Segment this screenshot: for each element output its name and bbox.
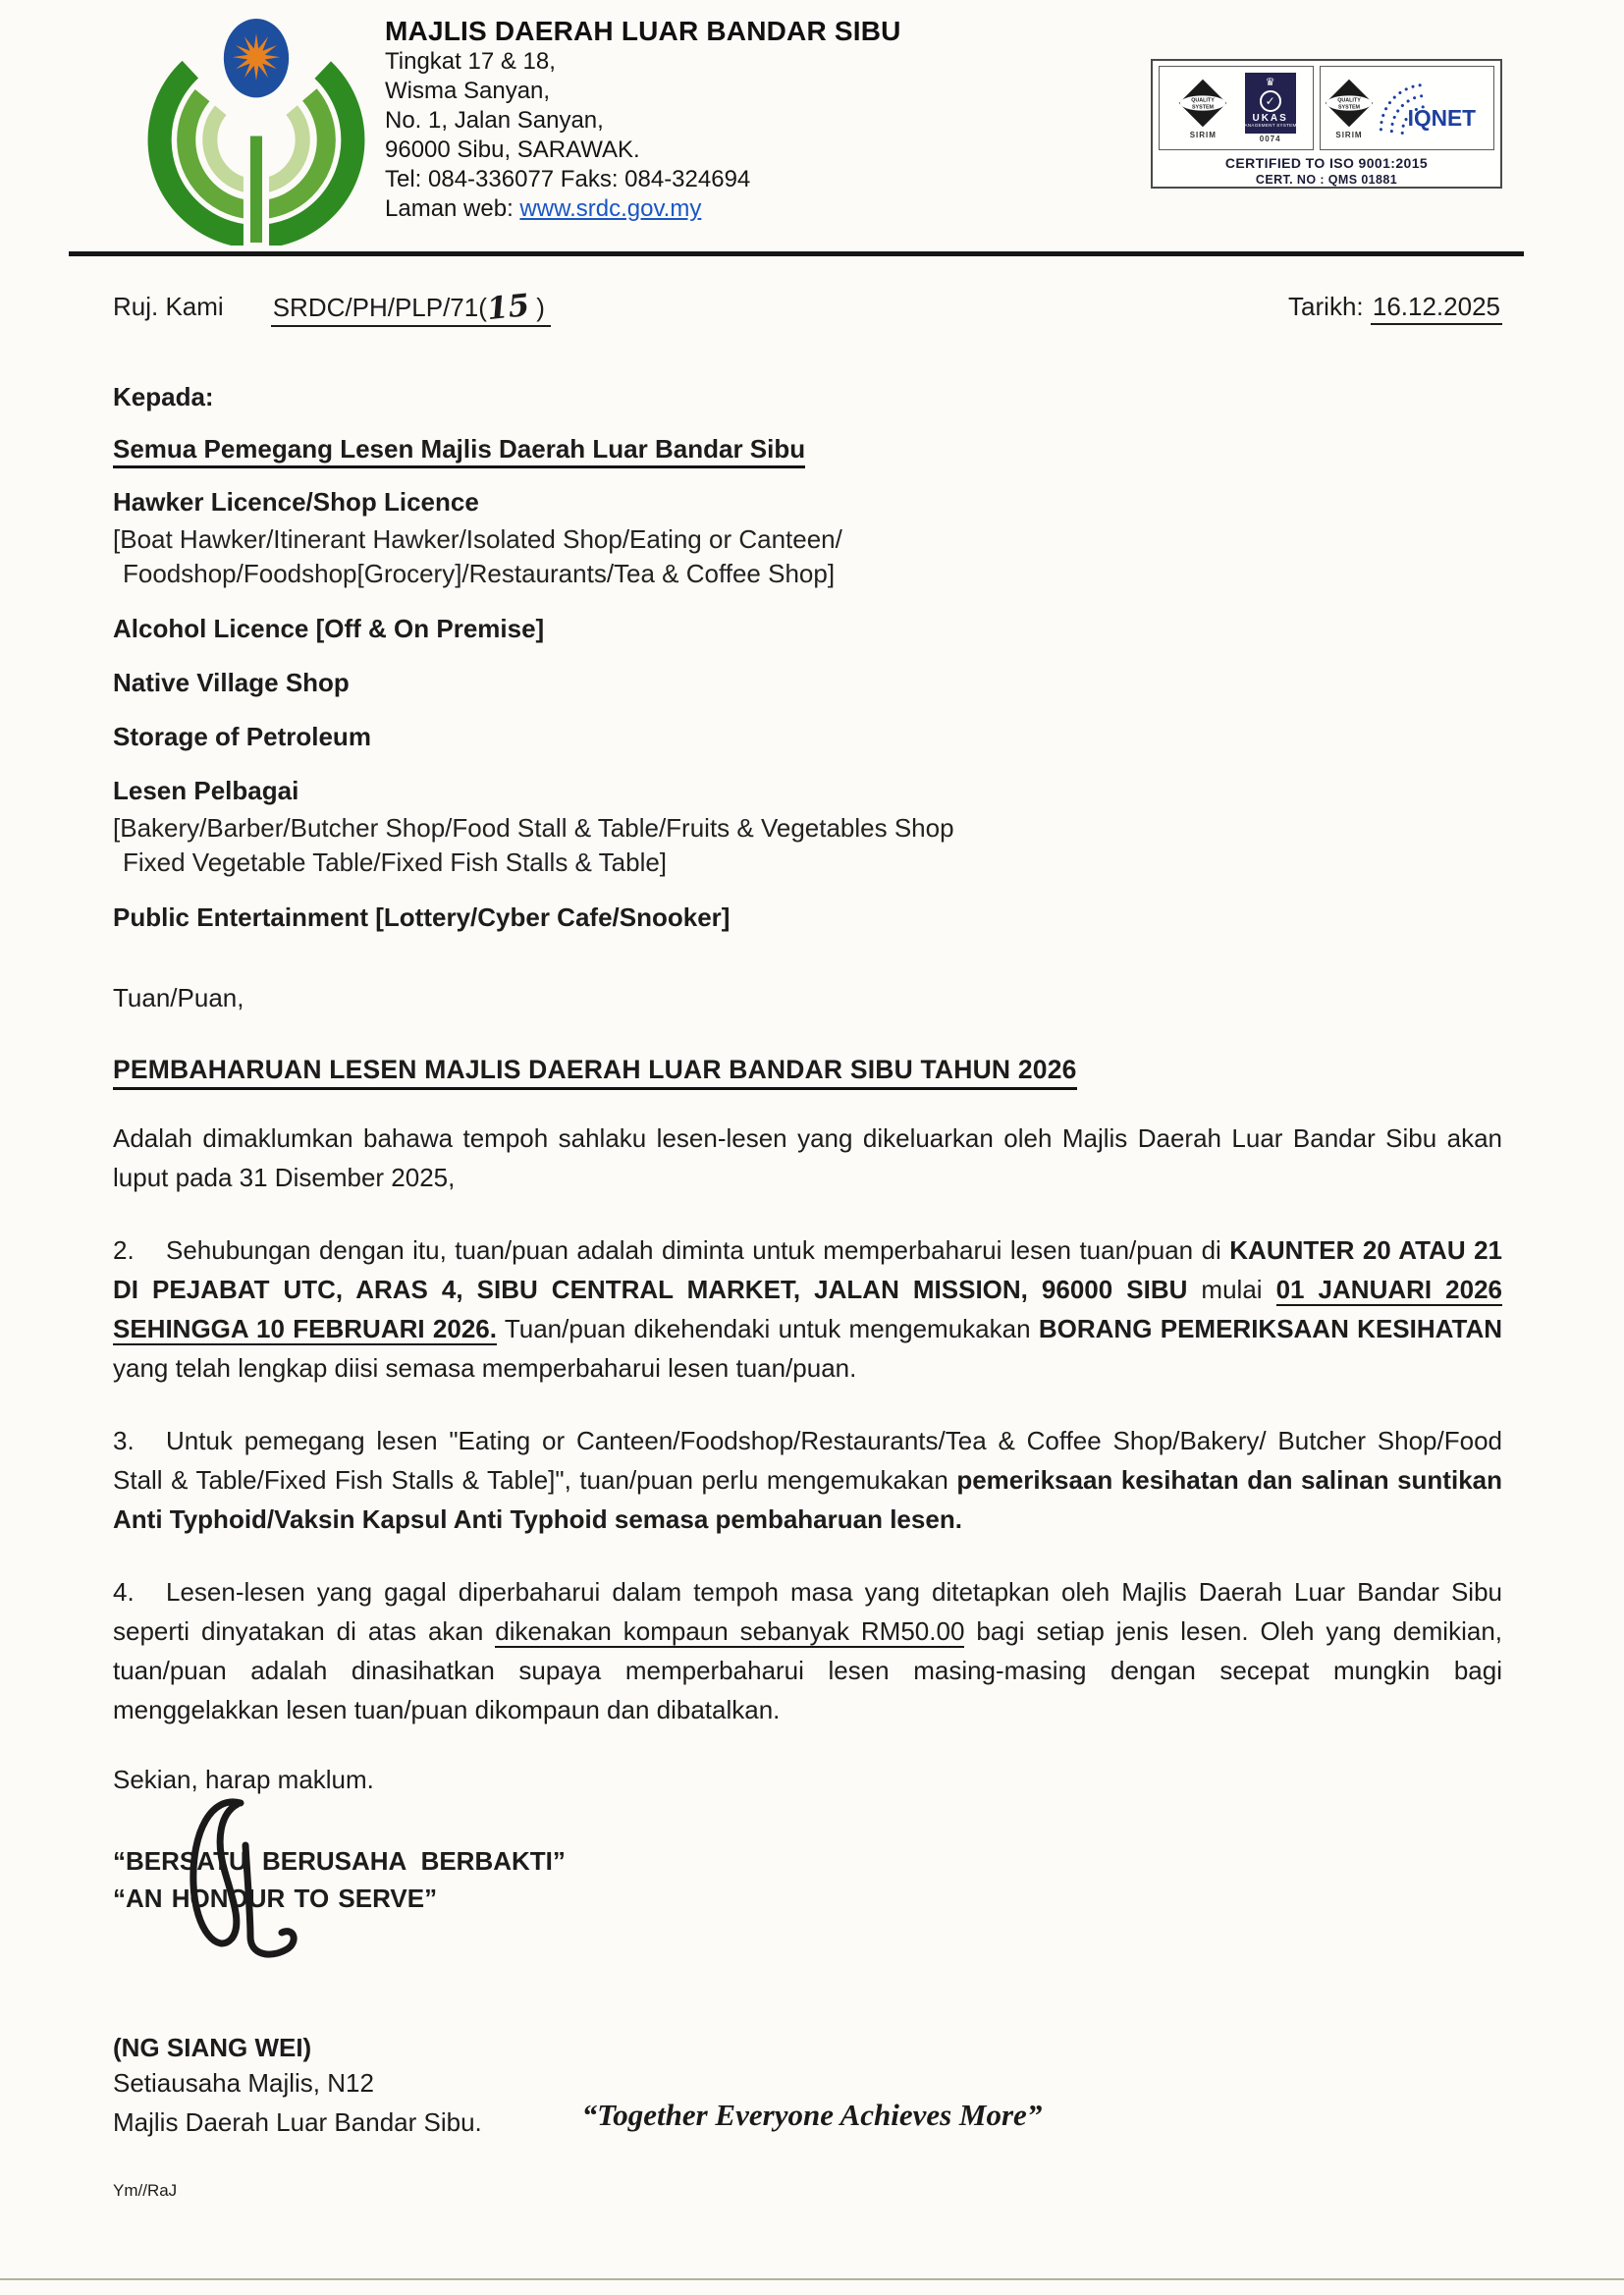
kepada-label: Kepada:: [113, 382, 214, 411]
quality-system-diamond-icon: [1323, 77, 1376, 130]
ukas-word: UKAS: [1252, 113, 1288, 125]
iso-certification-mark: [1151, 59, 1502, 189]
council-logo: [137, 14, 375, 246]
ref-number: [271, 287, 551, 328]
ref-printed: SRDC/PH/PLP/71(: [272, 293, 487, 322]
address-line: 96000 Sibu, SARAWAK.: [385, 137, 640, 163]
footer-motto: “Together Everyone Achieves More”: [581, 2098, 1043, 2132]
sirim-quality-mark: [1323, 77, 1376, 139]
address-line: No. 1, Jalan Sanyan,: [385, 107, 604, 134]
sirim-quality-mark: [1176, 77, 1229, 139]
licence-detail-line: Fixed Vegetable Table/Fixed Fish Stalls & Table]: [123, 847, 668, 877]
paragraph-text: Untuk pemegang lesen "Eating or Canteen/Foodshop/Restaurants/Tea & Coffee Shop/Bakery/ Butcher Shop/Food Stall & Table/Fixed Fish Stalls & Table]", tuan/puan perlu mengemukakan pemeriksaan kesihatan dan salinan suntikan Anti Typhoid/Vaksin Kapsul Anti Typhoid semasa pembaharuan lesen.: [113, 1426, 1502, 1534]
ref-printed-close: ): [529, 293, 545, 322]
signatory-name: (NG SIANG WEI): [113, 2033, 312, 2062]
licence-detail-line: [Bakery/Barber/Butcher Shop/Food Stall & Table/Fruits & Vegetables Shop: [113, 813, 954, 843]
paragraph-2: [113, 1230, 1502, 1388]
handwritten-signature: [147, 1791, 324, 1968]
web-label: Laman web:: [385, 195, 520, 222]
ukas-mark: [1240, 73, 1300, 143]
date-label: Tarikh:: [1288, 292, 1371, 321]
certification-logos: [1159, 66, 1494, 150]
letterhead-divider: [69, 251, 1524, 256]
letter-date: [1288, 292, 1502, 327]
cert-number-line: CERT. NO : QMS 01881: [1255, 173, 1398, 187]
licence-group-title: Public Entertainment [Lottery/Cyber Cafe/Snooker]: [113, 902, 731, 932]
typist-initials: Ym//RaJ: [113, 2181, 178, 2200]
website-link[interactable]: www.srdc.gov.my: [519, 195, 702, 222]
reference-row: [113, 287, 1502, 328]
svg-text:QUALITY: QUALITY: [1337, 97, 1361, 104]
check-circle-icon: ✓: [1260, 90, 1281, 112]
paragraph-text: Sehubungan dengan itu, tuan/puan adalah diminta untuk memperbaharui lesen tuan/puan di KAUNTER 20 ATAU 21 DI PEJABAT UTC, ARAS 4, SIBU CENTRAL MARKET, JALAN MISSION, 96000 SIBU mulai 01 JANUARI 2026 SEHINGGA 10 FEBRUARI 2026. Tuan/puan dikehendaki untuk mengemukakan BORANG PEMERIKSAAN KESIHATAN yang telah lengkap diisi semasa memperbaharui lesen tuan/puan.: [113, 1235, 1502, 1383]
addressee-text: Semua Pemegang Lesen Majlis Daerah Luar Bandar Sibu: [113, 434, 805, 468]
letterhead-text: [385, 16, 901, 224]
address-line: Tingkat 17 & 18,: [385, 48, 556, 75]
council-motto-malay: “BERSATU BERUSAHA BERBAKTI”: [113, 1846, 566, 1876]
our-reference: [113, 287, 551, 328]
paragraph-number: 2.: [113, 1235, 135, 1265]
svg-text:QUALITY: QUALITY: [1191, 97, 1216, 104]
iqnet-icon: [1376, 79, 1491, 137]
org-name: MAJLIS DAERAH LUAR BANDAR SIBU: [385, 16, 901, 46]
council-motto-english: “AN HONOUR TO SERVE”: [113, 1884, 438, 1913]
web-line: [385, 194, 901, 224]
tel-fax-line: Tel: 084-336077 Faks: 084-324694: [385, 166, 751, 192]
svg-text:SYSTEM: SYSTEM: [1337, 104, 1361, 111]
ukas-subtext: MANAGEMENT SYSTEMS: [1240, 123, 1300, 129]
salutation: Tuan/Puan,: [113, 983, 244, 1012]
quality-system-diamond-icon: [1176, 77, 1229, 130]
svg-text:SYSTEM: SYSTEM: [1192, 104, 1215, 111]
paragraph-number: 3.: [113, 1426, 135, 1455]
signatory-title: Setiausaha Majlis, N12: [113, 2068, 374, 2098]
licence-group-title: Lesen Pelbagai: [113, 776, 299, 805]
date-value: 16.12.2025: [1371, 292, 1502, 325]
sirim-iqnet-cell: [1320, 66, 1494, 150]
address-line: Wisma Sanyan,: [385, 78, 551, 104]
svg-text:IQNET: IQNET: [1407, 105, 1477, 132]
ukas-number: 0074: [1259, 135, 1281, 143]
ref-handwritten-number: 15: [485, 287, 531, 328]
paragraph-number: 4.: [113, 1577, 135, 1607]
crown-icon: ♛: [1265, 77, 1275, 89]
logo-stem: [250, 137, 262, 243]
licence-group-detail: [113, 522, 1502, 591]
scan-edge-line: [0, 2278, 1624, 2280]
closing-line: Sekian, harap maklum.: [113, 1765, 374, 1794]
sirim-label: SIRIM: [1335, 131, 1363, 139]
addressee: [113, 434, 1502, 464]
subject-text: PEMBAHARUAN LESEN MAJLIS DAERAH LUAR BANDAR SIBU TAHUN 2026: [113, 1055, 1077, 1090]
ukas-box-icon: [1240, 73, 1300, 134]
sirim-ukas-cell: [1159, 66, 1314, 150]
licence-group-title: Storage of Petroleum: [113, 722, 371, 751]
sirim-label: SIRIM: [1189, 131, 1217, 139]
signatory-org: Majlis Daerah Luar Bandar Sibu.: [113, 2107, 482, 2137]
letterhead: [0, 0, 1624, 246]
paragraph-4: [113, 1572, 1502, 1729]
paragraph-3: [113, 1421, 1502, 1539]
ref-label: Ruj. Kami: [113, 292, 224, 321]
licence-group-title: Alcohol Licence [Off & On Premise]: [113, 614, 545, 643]
paragraph-1: Adalah dimaklumkan bahawa tempoh sahlaku lesen-lesen yang dikeluarkan oleh Majlis Daerah Luar Bandar Sibu akan luput pada 31 Disember 2025,: [113, 1123, 1502, 1192]
licence-group-detail: [113, 811, 1502, 880]
licence-detail-line: [Boat Hawker/Itinerant Hawker/Isolated Shop/Eating or Canteen/: [113, 524, 842, 554]
paragraph-text: Lesen-lesen yang gagal diperbaharui dalam tempoh masa yang ditetapkan oleh Majlis Daerah Luar Bandar Sibu seperti dinyatakan di atas akan dikenakan kompaun sebanyak RM50.00 bagi setiap jenis lesen. Oleh yang demikian, tuan/puan adalah dinasihatkan supaya memperbaharui lesen masing-masing dengan secepat mungkin bagi menggelakkan lesen tuan/puan dikompaun dan dibatalkan.: [113, 1577, 1502, 1724]
licence-detail-line: Foodshop/Foodshop[Grocery]/Restaurants/Tea & Coffee Shop]: [123, 559, 836, 588]
certified-iso-line: CERTIFIED TO ISO 9001:2015: [1224, 155, 1429, 171]
licence-group-title: Native Village Shop: [113, 668, 350, 697]
subject-line: [113, 1055, 1502, 1085]
licence-group-title: Hawker Licence/Shop Licence: [113, 487, 479, 517]
